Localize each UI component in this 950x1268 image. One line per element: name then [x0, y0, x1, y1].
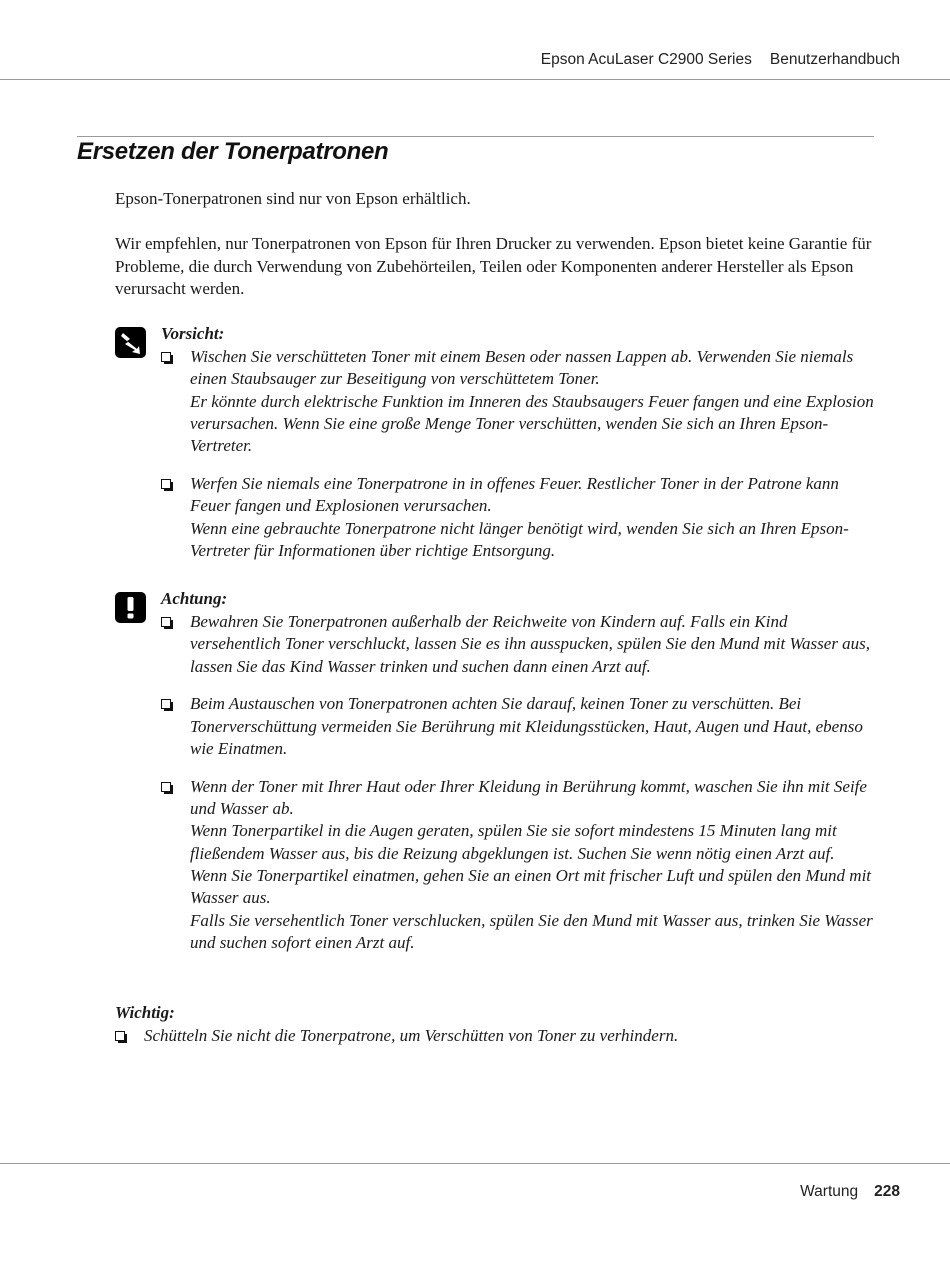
list-item-text: Werfen Sie niemals eine Tonerpatrone in in offenes Feuer. Restlicher Toner in der Patrone kann Feuer fangen und Explosionen verursachen.: [190, 473, 839, 516]
checkbox-bullet-icon: [161, 782, 171, 792]
running-footer: [800, 1183, 900, 1201]
checkbox-bullet-icon: [161, 352, 171, 362]
list-item-text: Beim Austauschen von Tonerpatronen achten Sie darauf, keinen Toner zu verschütten. Bei Tonerverschüttung vermeiden Sie Berührung mit Kleidungsstücken, Haut, Augen und Haut, ebenso wie Einatmen.: [190, 694, 863, 758]
page-title: Ersetzen der Tonerpatronen: [77, 138, 389, 165]
page-number: 228: [874, 1183, 900, 1200]
list-item-text: Wenn Tonerpartikel in die Augen geraten, spülen Sie sie sofort mindestens 15 Minuten lang mit fließendem Wasser aus, bis die Reizung abgeklungen ist. Suchen Sie wenn nötig einen Arzt auf.: [190, 821, 837, 863]
list-item: [161, 776, 881, 954]
caution-label: Vorsicht:: [161, 324, 225, 343]
important-list: [115, 1025, 880, 1063]
caution-list: [161, 346, 881, 578]
checkbox-bullet-icon: [161, 699, 171, 709]
electric-shock-warning-icon: [115, 327, 146, 358]
recommendation-paragraph: Wir empfehlen, nur Tonerpatronen von Epson für Ihren Drucker zu verwenden. Epson bietet keine Garantie für Probleme, die durch Verwendung von Zubehörteilen, Teilen oder Komponenten anderer Hersteller als Epson verursacht werden.: [115, 234, 872, 298]
list-item-text: Bewahren Sie Tonerpatronen außerhalb der Reichweite von Kindern auf. Falls ein Kind versehentlich Toner verschluckt, lassen Sie es ihn ausspucken, spülen Sie den Mund mit Wasser aus, lassen Sie das Kind Wasser trinken und suchen dann einen Arzt auf.: [190, 612, 871, 676]
list-item-text: Wenn Sie Tonerpartikel einatmen, gehen Sie an einen Ort mit frischer Luft und spülen den Mund mit Wasser aus.: [190, 865, 872, 908]
section-divider: [77, 136, 874, 137]
header-divider: [0, 79, 950, 80]
list-item: [115, 1025, 880, 1047]
checkbox-bullet-icon: [115, 1031, 125, 1041]
list-item-text: Wischen Sie verschütteten Toner mit einem Besen oder nassen Lappen ab. Verwenden Sie niemals einen Staubsauger zur Beseitigung von verschüttetem Toner.: [190, 347, 854, 389]
footer-divider: [0, 1163, 950, 1164]
checkbox-bullet-icon: [161, 479, 171, 489]
warning-label: Achtung:: [161, 589, 228, 608]
header-product: Epson AcuLaser C2900 Series: [540, 51, 752, 68]
warning-list: [161, 611, 881, 970]
list-item-text: Wenn eine gebrauchte Tonerpatrone nicht länger benötigt wird, wenden Sie sich an Ihren Epson-Vertreter für Informationen über richtige Entsorgung.: [190, 518, 849, 560]
footer-chapter: Wartung: [800, 1183, 859, 1200]
list-item: [161, 473, 881, 562]
list-item-text: Schütteln Sie nicht die Tonerpatrone, um Verschütten von Toner zu verhindern.: [144, 1026, 679, 1045]
list-item: [161, 611, 881, 678]
running-header: [541, 51, 900, 69]
list-item: [161, 693, 881, 760]
checkbox-bullet-icon: [161, 617, 171, 627]
intro-paragraph: Epson-Tonerpatronen sind nur von Epson erhältlich.: [115, 189, 471, 208]
header-manual: Benutzerhandbuch: [769, 51, 900, 68]
important-label: Wichtig:: [115, 1003, 175, 1022]
list-item-text: Falls Sie versehentlich Toner verschlucken, spülen Sie den Mund mit Wasser aus, trinken Sie Wasser und suchen sofort einen Arzt auf.: [190, 910, 873, 952]
exclamation-warning-icon: [115, 592, 146, 623]
list-item-text: Wenn der Toner mit Ihrer Haut oder Ihrer Kleidung in Berührung kommt, waschen Sie ihn mit Seife und Wasser ab.: [190, 776, 867, 819]
list-item-text: Er könnte durch elektrische Funktion im Inneren des Staubsaugers Feuer fangen und eine Explosion verursachen. Wenn Sie eine große Menge Toner verschütten, wenden Sie sich an Ihren Epson-Vertreter.: [190, 391, 874, 456]
list-item: [161, 346, 881, 457]
